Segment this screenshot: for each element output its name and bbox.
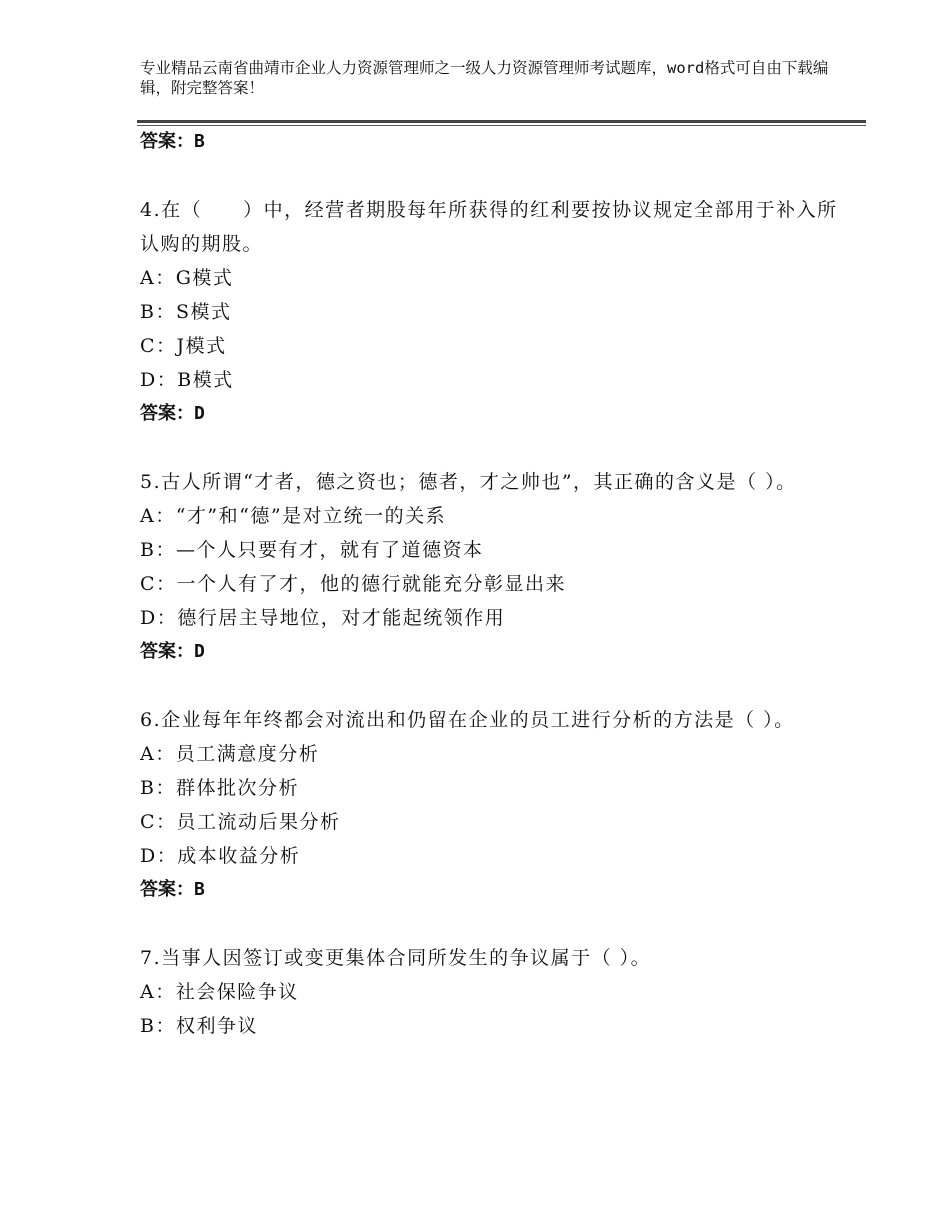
question-6 — [140, 703, 840, 907]
option-c: C：员工流动后果分析 — [140, 811, 341, 833]
question-7 — [140, 941, 840, 1043]
option-b: B：—个人只要有才，就有了道德资本 — [140, 539, 484, 561]
question-5 — [140, 465, 840, 669]
option-a: A：员工满意度分析 — [140, 743, 320, 765]
option-a: A：社会保险争议 — [140, 981, 299, 1003]
option-c: C：一个人有了才，他的德行就能充分彰显出来 — [140, 573, 567, 595]
question-stem: 5.古人所谓“才者，德之资也；德者，才之帅也”，其正确的含义是（ ）。 — [140, 471, 797, 493]
option-b: B：权利争议 — [140, 1015, 258, 1037]
answer: 答案：D — [140, 641, 205, 662]
question-4 — [140, 193, 840, 431]
option-c: C：J模式 — [140, 335, 227, 357]
header-rule-thick — [137, 120, 866, 123]
option-d: D：成本收益分析 — [140, 845, 301, 867]
option-a: A：G模式 — [140, 267, 234, 289]
document-body — [140, 125, 840, 1043]
document-header: 专业精品云南省曲靖市企业人力资源管理师之一级人力资源管理师考试题库，word格式可自由下载编辑，附完整答案！ — [140, 59, 829, 97]
option-a: A：“才”和“德”是对立统一的关系 — [140, 505, 447, 527]
option-b: B：群体批次分析 — [140, 777, 299, 799]
option-d: D：德行居主导地位，对才能起统领作用 — [140, 607, 506, 629]
answer-3: 答案：B — [140, 131, 205, 152]
question-stem: 6.企业每年年终都会对流出和仍留在企业的员工进行分析的方法是（ ）。 — [140, 709, 795, 731]
option-d: D：B模式 — [140, 369, 234, 391]
answer: 答案：B — [140, 879, 205, 900]
answer: 答案：D — [140, 403, 205, 424]
question-stem: 4.在（ ）中，经营者期股每年所获得的红利要按协议规定全部用于补入所认购的期股。 — [140, 199, 838, 255]
option-b: B：S模式 — [140, 301, 232, 323]
question-stem: 7.当事人因签订或变更集体合同所发生的争议属于（ ）。 — [140, 947, 652, 969]
